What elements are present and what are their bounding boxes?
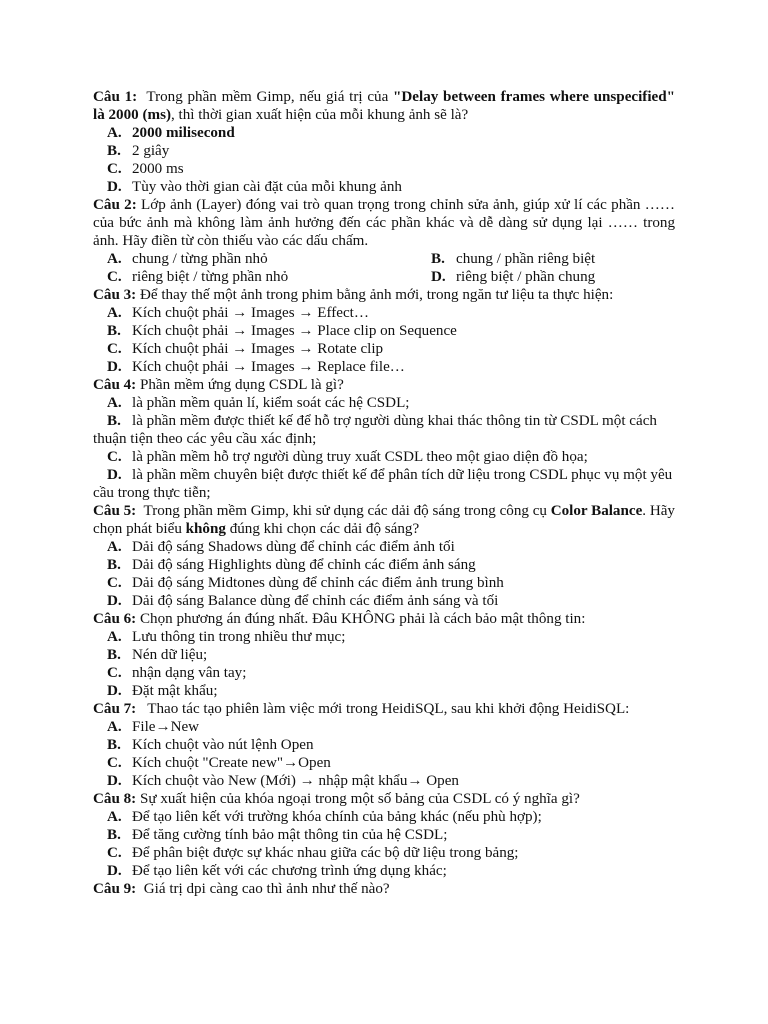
question-list xyxy=(93,88,675,898)
option-text: Đặt mật khẩu; xyxy=(132,683,218,699)
option-letter: D. xyxy=(431,269,446,285)
option-b xyxy=(93,646,675,664)
question-5-text xyxy=(93,502,675,538)
option-d xyxy=(93,466,675,502)
option-letter: A. xyxy=(107,395,122,411)
question-6-text xyxy=(93,610,675,628)
option-text: 2000 ms xyxy=(132,161,184,177)
option-text: Nén dữ liệu; xyxy=(132,647,208,663)
option-text: Để tạo liên kết với trường khóa chính của bảng khác (nếu phù hợp); xyxy=(132,809,542,825)
option-letter: C. xyxy=(107,755,122,771)
option-c xyxy=(93,448,675,466)
option-d xyxy=(93,682,675,700)
question-3-text xyxy=(93,286,675,304)
question-7 xyxy=(93,700,675,790)
question-text: Trong phần mềm Gimp, khi sử dụng các dải độ sáng trong công cụ xyxy=(143,503,551,519)
option-c xyxy=(93,754,675,772)
question-label: Câu 7: xyxy=(93,701,137,717)
option-letter: A. xyxy=(107,251,122,267)
option-text: File→New xyxy=(132,719,200,735)
option-a xyxy=(93,628,675,646)
option-letter: A. xyxy=(107,809,122,825)
option-b xyxy=(93,556,675,574)
option-c xyxy=(93,664,675,682)
option-text: Để phân biệt được sự khác nhau giữa các bộ dữ liệu trong bảng; xyxy=(132,845,519,861)
question-4-text xyxy=(93,376,675,394)
option-text: là phần mềm hỗ trợ người dùng truy xuất CSDL theo một giao diện đồ họa; xyxy=(132,449,588,465)
option-d xyxy=(431,268,595,286)
option-letter: B. xyxy=(107,413,121,429)
option-letter: B. xyxy=(107,647,121,663)
option-text: chung / phần riêng biệt xyxy=(456,251,596,267)
option-letter: D. xyxy=(107,593,122,609)
option-text: nhận dạng vân tay; xyxy=(132,665,247,681)
question-label: Câu 3: xyxy=(93,287,137,303)
option-d xyxy=(93,358,675,376)
option-letter: D. xyxy=(107,179,122,195)
question-label: Câu 8: xyxy=(93,791,137,807)
question-6 xyxy=(93,610,675,700)
option-b xyxy=(93,412,675,448)
question-text: Giá trị dpi càng cao thì ảnh như thế nào? xyxy=(143,881,390,897)
question-4 xyxy=(93,376,675,502)
option-letter: B. xyxy=(107,827,121,843)
options-row-cd xyxy=(93,268,675,286)
option-text: Kích chuột phải → Images → Place clip on Sequence xyxy=(132,323,457,339)
question-text: Trong phần mềm Gimp, nếu giá trị của xyxy=(146,89,394,105)
option-letter: A. xyxy=(107,539,122,555)
option-letter: D. xyxy=(107,863,122,879)
option-a xyxy=(93,808,675,826)
option-letter: C. xyxy=(107,269,122,285)
question-text-bold: Color Balance xyxy=(550,503,643,519)
option-letter: C. xyxy=(107,575,122,591)
option-letter: C. xyxy=(107,161,122,177)
option-c xyxy=(93,268,431,286)
option-b xyxy=(93,826,675,844)
question-text: Sự xuất hiện của khóa ngoại trong một số bảng của CSDL có ý nghĩa gì? xyxy=(139,791,580,807)
option-d xyxy=(93,772,675,790)
option-a xyxy=(93,718,675,736)
question-1-text xyxy=(93,88,675,124)
question-5 xyxy=(93,502,675,610)
option-text: Tùy vào thời gian cài đặt của mỗi khung ảnh xyxy=(132,179,402,195)
option-letter: B. xyxy=(107,323,121,339)
option-text: Kích chuột vào New (Mới) → nhập mật khẩu→ Open xyxy=(132,773,459,789)
option-a xyxy=(93,124,675,142)
option-letter: D. xyxy=(107,683,122,699)
question-label: Câu 2: xyxy=(93,197,137,213)
option-letter: A. xyxy=(107,305,122,321)
option-letter: D. xyxy=(107,773,122,789)
option-text: 2 giây xyxy=(132,143,170,159)
option-c xyxy=(93,160,675,178)
question-label: Câu 6: xyxy=(93,611,137,627)
question-3 xyxy=(93,286,675,376)
option-text: chung / từng phần nhỏ xyxy=(132,251,268,267)
question-text-bold: không xyxy=(185,521,226,537)
option-a xyxy=(93,538,675,556)
option-b xyxy=(431,250,595,268)
question-7-text xyxy=(93,700,675,718)
option-text: Để tăng cường tính bảo mật thông tin của hệ CSDL; xyxy=(132,827,448,843)
question-9 xyxy=(93,880,675,898)
option-text: 2000 milisecond xyxy=(132,125,235,141)
question-2 xyxy=(93,196,675,286)
option-d xyxy=(93,592,675,610)
option-text: Kích chuột vào nút lệnh Open xyxy=(132,737,314,753)
option-text: riêng biệt / từng phần nhỏ xyxy=(132,269,289,285)
question-text: Để thay thế một ảnh trong phim bằng ảnh mới, trong ngăn tư liệu ta thực hiện: xyxy=(139,287,614,303)
question-text: Chọn phương án đúng nhất. Đâu KHÔNG phải là cách bảo mật thông tin: xyxy=(139,611,586,627)
question-9-text xyxy=(93,880,675,898)
option-text: là phần mềm được thiết kế để hỗ trợ người dùng khai thác thông tin từ CSDL một cách thuận tiện theo các yêu cầu xác định; xyxy=(93,413,657,447)
option-text: Dải độ sáng Midtones dùng để chỉnh các điểm ảnh trung bình xyxy=(132,575,504,591)
option-b xyxy=(93,142,675,160)
option-a xyxy=(93,394,675,412)
option-text: Để tạo liên kết với các chương trình ứng dụng khác; xyxy=(132,863,447,879)
option-letter: B. xyxy=(107,557,121,573)
question-1 xyxy=(93,88,675,196)
option-letter: B. xyxy=(431,251,445,267)
question-text: Phần mềm ứng dụng CSDL là gì? xyxy=(139,377,344,393)
option-a xyxy=(93,304,675,322)
option-letter: A. xyxy=(107,719,122,735)
question-text: , thì thời gian xuất hiện của mỗi khung ảnh sẽ là? xyxy=(170,107,469,123)
question-label: Câu 4: xyxy=(93,377,137,393)
option-c xyxy=(93,340,675,358)
question-text-bold: "Delay between frames where unspecified" là 2000 (ms) xyxy=(93,89,675,123)
option-letter: C. xyxy=(107,665,122,681)
option-text: là phần mềm chuyên biệt được thiết kế để phân tích dữ liệu trong CSDL phục vụ một yêu cầu trong thực tiễn; xyxy=(93,467,673,501)
option-letter: D. xyxy=(107,467,122,483)
option-c xyxy=(93,844,675,862)
question-8-text xyxy=(93,790,675,808)
option-text: Kích chuột phải → Images → Rotate clip xyxy=(132,341,384,357)
question-text: Thao tác tạo phiên làm việc mới trong HeidiSQL, sau khi khởi động HeidiSQL: xyxy=(147,701,630,717)
option-text: Kích chuột phải → Images → Effect… xyxy=(132,305,369,321)
question-text: Lớp ảnh (Layer) đóng vai trò quan trọng trong chỉnh sửa ảnh, giúp xử lí các phần …… của bức ảnh mà không làm ảnh hưởng đến các phần khác và dễ dàng sử dụng lại …… trong ảnh. Hãy điền từ còn thiếu vào các dấu chấm. xyxy=(93,197,675,249)
option-b xyxy=(93,322,675,340)
option-letter: B. xyxy=(107,143,121,159)
option-text: Lưu thông tin trong nhiều thư mục; xyxy=(132,629,346,645)
option-letter: D. xyxy=(107,359,122,375)
option-letter: C. xyxy=(107,845,122,861)
option-letter: C. xyxy=(107,449,122,465)
question-8 xyxy=(93,790,675,880)
question-label: Câu 9: xyxy=(93,881,137,897)
option-c xyxy=(93,574,675,592)
question-label: Câu 5: xyxy=(93,503,137,519)
option-text: là phần mềm quản lí, kiểm soát các hệ CSDL; xyxy=(132,395,410,411)
question-label: Câu 1: xyxy=(93,89,138,105)
option-text: Dải độ sáng Shadows dùng để chỉnh các điểm ảnh tối xyxy=(132,539,455,555)
question-text: . Hãy chọn phát biểu xyxy=(93,503,675,537)
option-a xyxy=(93,250,431,268)
option-text: Dải độ sáng Balance dùng để chỉnh các điểm ảnh sáng và tối xyxy=(132,593,499,609)
option-d xyxy=(93,862,675,880)
question-text: đúng khi chọn các dải độ sáng? xyxy=(225,521,420,537)
option-letter: A. xyxy=(107,629,122,645)
option-letter: C. xyxy=(107,341,122,357)
question-2-text xyxy=(93,196,675,250)
option-text: riêng biệt / phần chung xyxy=(456,269,596,285)
option-d xyxy=(93,178,675,196)
option-letter: A. xyxy=(107,125,122,141)
option-letter: B. xyxy=(107,737,121,753)
option-text: Dải độ sáng Highlights dùng để chỉnh các điểm ảnh sáng xyxy=(132,557,476,573)
option-b xyxy=(93,736,675,754)
options-row-ab xyxy=(93,250,675,268)
option-text: Kích chuột phải → Images → Replace file… xyxy=(132,359,405,375)
option-text: Kích chuột "Create new"→Open xyxy=(132,755,331,771)
